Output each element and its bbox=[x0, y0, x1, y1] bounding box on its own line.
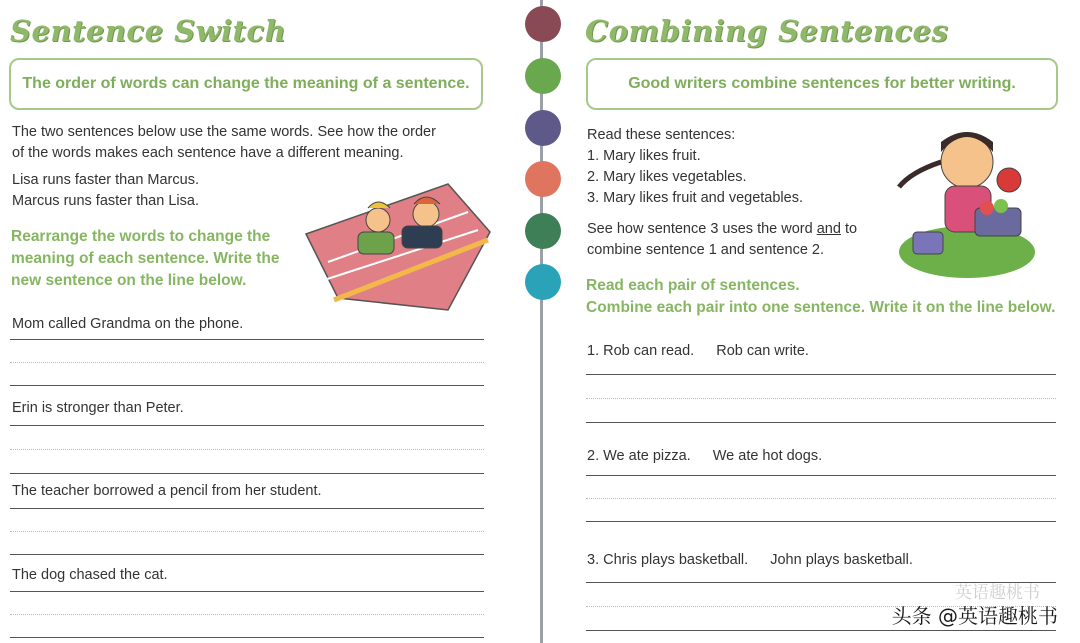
instruction-3: new sentence on the line below. bbox=[11, 272, 247, 289]
sentence-a: 1. Rob can read. bbox=[587, 343, 695, 359]
highlight-word: and bbox=[816, 221, 841, 237]
answer-line[interactable] bbox=[586, 475, 1056, 476]
answer-line[interactable] bbox=[586, 422, 1056, 423]
guide-line bbox=[10, 362, 484, 363]
answer-line[interactable] bbox=[10, 339, 484, 340]
answer-line[interactable] bbox=[10, 637, 484, 638]
item-1-text: Mom called Grandma on the phone. bbox=[12, 316, 244, 332]
answer-line[interactable] bbox=[586, 374, 1056, 375]
sentence-a: 3. Chris plays basketball. bbox=[587, 552, 749, 568]
answer-line[interactable] bbox=[586, 521, 1056, 522]
answer-line[interactable] bbox=[586, 630, 1056, 631]
page-title: Sentence Switch bbox=[10, 14, 287, 48]
answer-line[interactable] bbox=[10, 508, 484, 509]
faint-watermark: 英语趣桃书 bbox=[955, 583, 1040, 602]
pair-2 bbox=[587, 446, 822, 467]
guide-line bbox=[10, 531, 484, 532]
instruction-1: Read each pair of sentences. bbox=[586, 277, 800, 294]
example-1: Lisa runs faster than Marcus. bbox=[12, 172, 199, 188]
guide-line bbox=[586, 498, 1056, 499]
sentence-b: Rob can write. bbox=[716, 343, 809, 359]
list-item-2: 2. Mary likes vegetables. bbox=[587, 169, 747, 185]
explanation-text: See how sentence 3 uses the word bbox=[587, 221, 813, 237]
intro-line-2: of the words makes each sentence have a different meaning. bbox=[12, 145, 404, 161]
instruction-2: meaning of each sentence. Write the bbox=[11, 250, 280, 267]
sentence-b: We ate hot dogs. bbox=[712, 448, 823, 464]
rule-banner: Good writers combine sentences for better writing. bbox=[586, 58, 1058, 110]
pair-3 bbox=[587, 550, 913, 571]
guide-line bbox=[10, 449, 484, 450]
watermark: 头条 @英语趣桃书 bbox=[891, 604, 1058, 628]
rule-banner: The order of words can change the meaning of a sentence. bbox=[9, 58, 483, 110]
list-item-1: 1. Mary likes fruit. bbox=[587, 148, 701, 164]
sentence-a: 2. We ate pizza. bbox=[587, 448, 691, 464]
list-item-3: 3. Mary likes fruit and vegetables. bbox=[587, 190, 803, 206]
instruction-2: Combine each pair into one sentence. Write it on the line below. bbox=[586, 299, 1056, 316]
intro-line-1: The two sentences below use the same words. See how the order bbox=[12, 124, 436, 140]
item-3-text: The teacher borrowed a pencil from her student. bbox=[12, 483, 322, 499]
page-title: Combining Sentences bbox=[585, 14, 949, 48]
left-page bbox=[0, 0, 535, 643]
example-2: Marcus runs faster than Lisa. bbox=[12, 193, 199, 209]
answer-line[interactable] bbox=[10, 385, 484, 386]
read-label: Read these sentences: bbox=[587, 127, 736, 143]
sentence-b: John plays basketball. bbox=[770, 552, 913, 568]
item-2-text: Erin is stronger than Peter. bbox=[12, 400, 184, 416]
race-illustration bbox=[298, 182, 494, 314]
guide-line bbox=[10, 614, 484, 615]
book-spine bbox=[540, 0, 543, 643]
answer-line[interactable] bbox=[10, 554, 484, 555]
answer-line[interactable] bbox=[10, 425, 484, 426]
right-page bbox=[545, 0, 1080, 643]
explanation-text: to bbox=[844, 221, 858, 237]
explanation-line-1 bbox=[587, 219, 857, 240]
girl-illustration bbox=[897, 122, 1047, 282]
pair-1 bbox=[587, 341, 809, 362]
answer-line[interactable] bbox=[10, 591, 484, 592]
answer-line[interactable] bbox=[10, 473, 484, 474]
explanation-line-2: combine sentence 1 and sentence 2. bbox=[587, 242, 824, 258]
item-4-text: The dog chased the cat. bbox=[12, 567, 168, 583]
guide-line bbox=[586, 398, 1056, 399]
instruction-1: Rearrange the words to change the bbox=[11, 228, 271, 245]
